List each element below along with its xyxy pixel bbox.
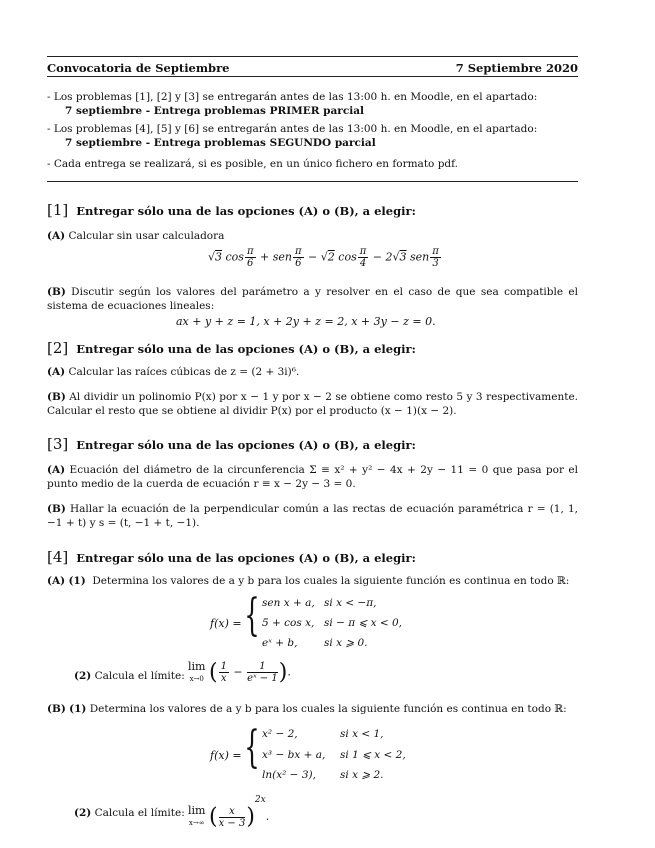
notes-rule xyxy=(47,181,578,182)
section-1-title: [1] Entregar sólo una de las opciones (A) o (B), a elegir: xyxy=(47,201,416,219)
s4b-limit: lim x→∞ ( $\frac{x}{x - 3}$ )$^{2x}$. xyxy=(188,795,270,830)
s4b-c1: si x < 1, xyxy=(340,728,384,740)
s1-system: ax + y + z = 1, x + 2y + z = 2, x + 3y − z = 0. xyxy=(176,315,436,328)
s4a-fx: f(x) = xyxy=(210,617,242,630)
section-4-title: [4] Entregar sólo una de las opciones (A) o (B), a elegir: xyxy=(47,548,416,566)
header-rule xyxy=(47,76,578,77)
s4a-limit: lim x→0 ( $\frac{1}{x}$ − $\frac{1}{\text{eˣ − 1}}$ ). xyxy=(188,659,291,685)
section-3-title: [3] Entregar sólo una de las opciones (A) o (B), a elegir: xyxy=(47,435,416,453)
header-right: 7 Septiembre 2020 xyxy=(455,61,578,75)
s4b-p2: x³ − bx + a, xyxy=(262,749,326,761)
s4b-c2: si 1 ⩽ x < 2, xyxy=(340,749,406,761)
s4b-fx: f(x) = xyxy=(210,749,242,762)
s4b-p1: x² − 2, xyxy=(262,728,298,740)
s4-option-b2: (2) Calcula el límite: xyxy=(74,807,185,819)
s1-option-b: (B) Discutir según los valores del parámetro a y resolver en el caso de que sea compatible el sistema de ecuaciones lineales: xyxy=(47,286,579,312)
s3-option-b: (B) Hallar la ecuación de la perpendicular común a las rectas de ecuación paramétrica r = (1, 1, −1 + t) y s = (t, −1 + t, −1). xyxy=(47,503,578,529)
s2-option-b: (B) Al dividir un polinomio P(x) por x − 1 y por x − 2 se obtiene como resto 5 y 3 respectivamente. Calcular el resto que se obtiene al dividir P(x) por el producto (x − 1)(x − 2). xyxy=(47,391,578,417)
top-rule xyxy=(47,56,578,57)
s4b-brace: { xyxy=(244,722,260,773)
section-2-title: [2] Entregar sólo una de las opciones (A) o (B), a elegir: xyxy=(47,339,416,357)
s1-option-a: (A) Calcular sin usar calculadora xyxy=(47,230,225,242)
page-header xyxy=(47,61,578,75)
s4b-p3: ln(x² − 3), xyxy=(262,769,316,781)
note-3: - Cada entrega se realizará, si es posible, en un único fichero en formato pdf. xyxy=(47,158,458,170)
s4a-p2: 5 + cos x, xyxy=(262,617,315,629)
s4a-brace: { xyxy=(244,590,260,641)
s4-option-a2: (2) Calcula el límite: xyxy=(74,670,185,682)
s4-option-a1: (A) (1) Determina los valores de a y b para los cuales la siguiente función es continua en todo ℝ: xyxy=(47,575,570,587)
note-1: - Los problemas [1], [2] y [3] se entregarán antes de las 13:00 h. en Moodle, en el apartado: 7 septiembre - Entrega problemas PRIMER parcial xyxy=(47,91,538,117)
header-left: Convocatoria de Septiembre xyxy=(47,61,230,75)
s3-option-a: (A) Ecuación del diámetro de la circunferencia Σ ≡ x² + y² − 4x + 2y − 11 = 0 que pasa por el punto medio de la cuerda de ecuación r ≡ x − 2y − 3 = 0. xyxy=(47,464,578,490)
s1-expression: √3 cos $\frac{\pi}{6}$ + sen $\frac{\pi}{6}$ − √2 cos $\frac{\pi}{4}$ − 2√3 sen $\frac{\pi}{3}$ xyxy=(208,246,439,269)
s4a-c1: si x < −π, xyxy=(324,597,377,609)
s4b-c3: si x ⩾ 2. xyxy=(340,769,384,781)
s4-option-b1: (B) (1) Determina los valores de a y b para los cuales la siguiente función es continua en todo ℝ: xyxy=(47,703,567,715)
s4a-c3: si x ⩾ 0. xyxy=(324,637,368,649)
s2-option-a: (A) Calcular las raíces cúbicas de z = (2 + 3i)⁶. xyxy=(47,366,300,378)
note-2: - Los problemas [4], [5] y [6] se entregarán antes de las 13:00 h. en Moodle, en el apartado: 7 septiembre - Entrega problemas SEGUNDO parcial xyxy=(47,123,538,149)
s4a-p1: sen x + a, xyxy=(262,597,315,609)
s4a-c2: si − π ⩽ x < 0, xyxy=(324,617,403,629)
s4a-p3: eˣ + b, xyxy=(262,637,298,649)
